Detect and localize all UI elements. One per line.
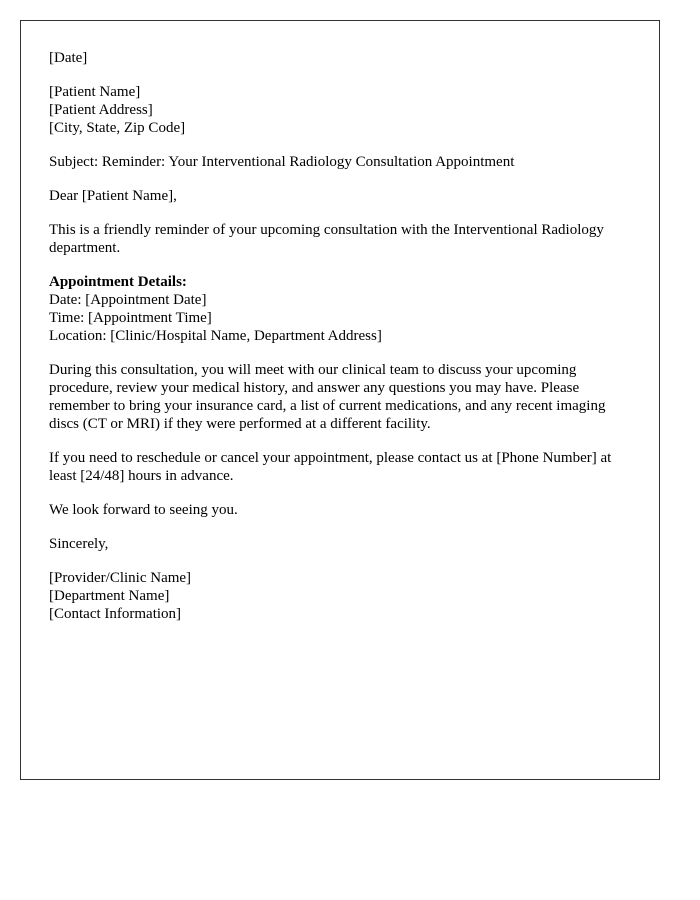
- letter-body: [49, 49, 639, 639]
- salutation-block: [49, 187, 639, 205]
- appointment-time: Time: [Appointment Time]: [49, 310, 212, 326]
- appointment-details-block: [49, 273, 639, 345]
- recipient-address-block: [49, 83, 639, 137]
- closing-line: We look forward to seeing you.: [49, 502, 238, 518]
- date-block: [49, 49, 639, 67]
- intro-paragraph: This is a friendly reminder of your upcoming consultation with the Interventional Radiology department.: [49, 222, 604, 256]
- consultation-paragraph: During this consultation, you will meet with our clinical team to discuss your upcoming procedure, review your medical history, and answer any questions you may have. Please remember to bring your insurance card, a list of current medications, and any recent imaging discs (CT or MRI) if they were performed at a different facility.: [49, 362, 606, 432]
- reschedule-paragraph: If you need to reschedule or cancel your appointment, please contact us at [Phone Number] at least [24/48] hours in advance.: [49, 450, 612, 484]
- subject-line: Subject: Reminder: Your Interventional Radiology Consultation Appointment: [49, 154, 515, 170]
- appointment-date: Date: [Appointment Date]: [49, 292, 207, 308]
- appointment-location: Location: [Clinic/Hospital Name, Department Address]: [49, 328, 382, 344]
- recipient-name: [Patient Name]: [49, 84, 141, 100]
- signature-contact: [Contact Information]: [49, 606, 182, 622]
- closing-line-block: [49, 501, 639, 519]
- subject-block: [49, 153, 639, 171]
- recipient-city-state-zip: [City, State, Zip Code]: [49, 120, 186, 136]
- sign-off: Sincerely,: [49, 536, 109, 552]
- consultation-paragraph-block: [49, 361, 639, 433]
- appointment-details-heading: Appointment Details:: [49, 274, 187, 290]
- signature-provider: [Provider/Clinic Name]: [49, 570, 192, 586]
- signature-department: [Department Name]: [49, 588, 170, 604]
- letter-date: [Date]: [49, 50, 88, 66]
- salutation: Dear [Patient Name],: [49, 188, 177, 204]
- signature-block: [49, 569, 639, 623]
- reschedule-paragraph-block: [49, 449, 639, 485]
- intro-paragraph-block: [49, 221, 639, 257]
- sign-off-block: [49, 535, 639, 553]
- recipient-address: [Patient Address]: [49, 102, 153, 118]
- letter-page: [20, 20, 660, 780]
